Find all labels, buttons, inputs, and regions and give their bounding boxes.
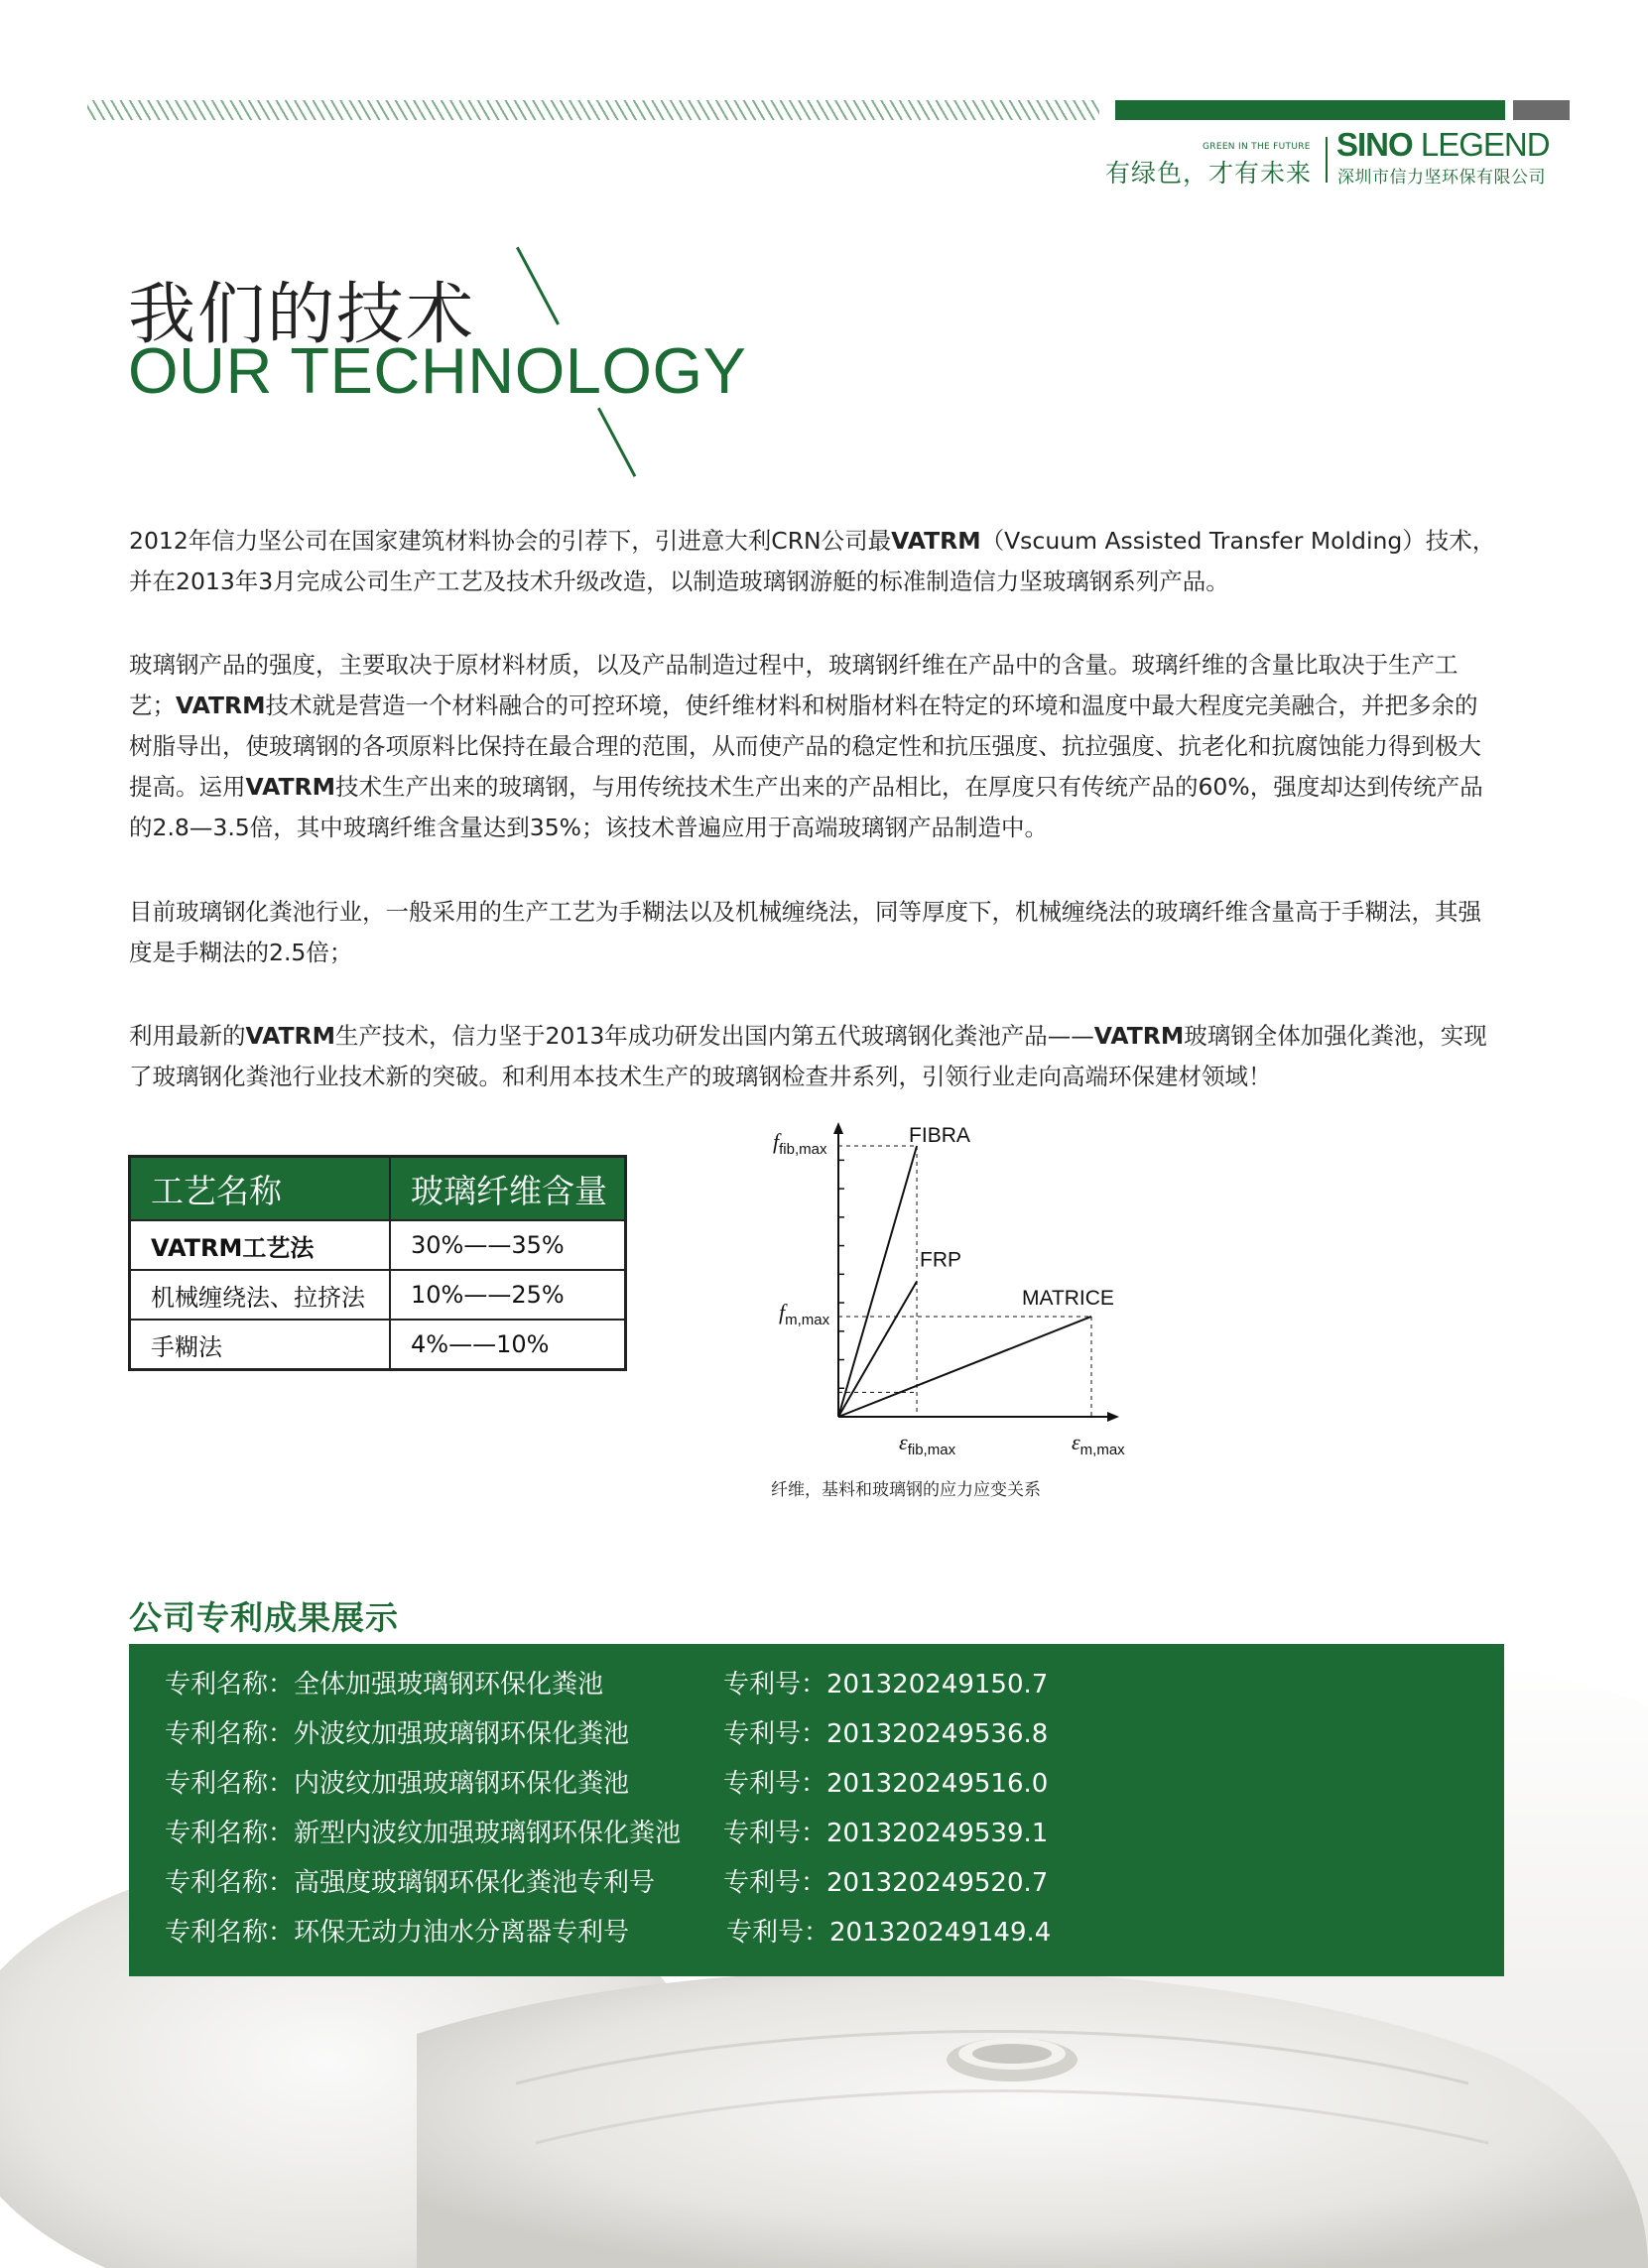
- text-run: 利用最新的: [129, 1022, 246, 1050]
- series-matrice-line: [838, 1317, 1091, 1417]
- stress-strain-chart: [764, 1116, 1161, 1468]
- bold-term: VATRM: [176, 692, 266, 719]
- text-run: 玻璃钢全体加强化粪池，实现了玻璃钢化粪池行业技术新的突破。和利用本技术生产的玻璃钢检查井系列，引领行业走向高端环保建材领域！: [129, 1022, 1487, 1090]
- tagline-small: GREEN IN THE FUTURE: [1203, 142, 1311, 152]
- patent-number: 专利号：201320249516.0: [723, 1769, 1049, 1799]
- logo-divider: [1326, 137, 1328, 183]
- text-run: 2012年信力坚公司在国家建筑材料协会的引荐下，引进意大利CRN公司最: [129, 527, 892, 555]
- patent-name: 专利名称：高强度玻璃钢环保化粪池专利号: [165, 1868, 656, 1898]
- patent-number: 专利号：201320249539.1: [723, 1819, 1049, 1848]
- text-run: 玻璃钢产品的强度，主要取决于原材料材质，以及产品制造过程中，玻璃钢纤维在产品中的含量。玻璃纤维的含量比取决于生产工艺；: [129, 651, 1458, 719]
- table-cell-process: 手糊法: [130, 1320, 391, 1370]
- y-label-fib-max: [773, 1129, 827, 1158]
- company-name-cn: 深圳市信力坚环保有限公司: [1337, 168, 1546, 188]
- x-label-fib-max-sub: fib,max: [907, 1442, 956, 1458]
- y-label-fib-max-main: f: [773, 1129, 780, 1154]
- bold-term: VATRM: [891, 527, 981, 555]
- y-label-m-max: [779, 1300, 830, 1328]
- text-run: 生产技术，信力坚于2013年成功研发出国内第五代玻璃钢化粪池产品——: [334, 1022, 1094, 1050]
- y-label-m-max-main: f: [779, 1299, 786, 1324]
- header-hatch-stripe: [87, 100, 1099, 120]
- slogan: 有绿色，才有未来: [1105, 159, 1313, 188]
- text-run: 技术就是营造一个材料融合的可控环境，使纤维材料和树脂材料在特定的环境和温度中最大程度完美融合，并把多余的树脂导出，使玻璃钢的各项原料比保持在最合理的范围，从而使产品的稳定性和抗压强度、抗拉强度、抗老化和抗腐蚀能力得到极大提高。运用: [129, 692, 1481, 801]
- chart-caption: 纤维，基料和玻璃钢的应力应变关系: [771, 1480, 1041, 1500]
- text-run: 技术生产出来的玻璃钢，与用传统技术生产出来的产品相比，在厚度只有传统产品的60%，强度却达到传统产品的2.8—3.5倍，其中玻璃纤维含量达到35%；该技术普遍应用于高端玻璃钢产品制造中。: [129, 773, 1483, 841]
- patent-number: 专利号：201320249149.4: [726, 1918, 1052, 1948]
- patent-number: 专利号：201320249520.7: [723, 1868, 1049, 1898]
- table-cell-value: 30%——35%: [390, 1220, 626, 1270]
- table-header-content: 玻璃纤维含量: [390, 1157, 626, 1221]
- x-label-m-max-sub: m,max: [1079, 1442, 1125, 1458]
- title-slash-top: [516, 247, 560, 325]
- table-cell-process: VATRM工艺法: [130, 1220, 391, 1270]
- bold-term: VATRM: [1093, 1022, 1185, 1050]
- x-label-m-max: [1072, 1430, 1125, 1458]
- bold-term: VATRM: [245, 1022, 335, 1050]
- paragraph-strength: [129, 645, 1498, 848]
- y-axis-arrow: [833, 1122, 843, 1134]
- patent-number: 专利号：201320249150.7: [723, 1670, 1049, 1700]
- fiber-content-table: [128, 1155, 627, 1371]
- logo-bold: SINO: [1336, 126, 1413, 163]
- patent-name: 专利名称：内波纹加强玻璃钢环保化粪池: [165, 1769, 630, 1799]
- table-cell-process: 机械缠绕法、拉挤法: [130, 1270, 391, 1320]
- patent-name: 专利名称：新型内波纹加强玻璃钢环保化粪池: [165, 1819, 682, 1848]
- series-label-frp: FRP: [920, 1248, 962, 1272]
- table-row: [130, 1270, 626, 1320]
- company-logo: [1336, 126, 1550, 164]
- page-title-en: OUR TECHNOLOGY: [128, 334, 747, 407]
- series-frp-line: [838, 1282, 917, 1418]
- title-slash-bottom: [597, 408, 636, 477]
- paragraph-innovation: [129, 1016, 1498, 1097]
- table-row: [130, 1220, 626, 1270]
- paragraph-industry: [129, 892, 1498, 973]
- patent-number: 专利号：201320249536.8: [723, 1719, 1049, 1749]
- table-header-row: [130, 1157, 626, 1221]
- bold-term: VATRM: [245, 773, 335, 801]
- header-green-bar: [1115, 100, 1505, 120]
- patent-name: 专利名称：全体加强玻璃钢环保化粪池: [165, 1670, 604, 1700]
- patent-list: [129, 1644, 1504, 1976]
- text-run: （Vscuum Assisted Transfer Molding）技术，并在2013年3月完成公司生产工艺及技术升级改造，以制造玻璃钢游艇的标准制造信力坚玻璃钢系列产品。: [129, 527, 1496, 595]
- header-gray-bar: [1513, 100, 1570, 120]
- logo-light: LEGEND: [1420, 126, 1550, 163]
- x-label-fib-max: [899, 1430, 956, 1458]
- x-label-m-max-main: ε: [1072, 1430, 1080, 1454]
- table-cell-value: 4%——10%: [390, 1320, 626, 1370]
- patent-section-title: 公司专利成果展示: [129, 1598, 399, 1637]
- table-cell-value: 10%——25%: [390, 1270, 626, 1320]
- series-label-fibra: FIBRA: [909, 1124, 970, 1147]
- patent-name: 专利名称：环保无动力油水分离器专利号: [165, 1918, 630, 1948]
- table-header-process: 工艺名称: [130, 1157, 391, 1221]
- table-row: [130, 1320, 626, 1370]
- y-label-fib-max-sub: fib,max: [779, 1141, 827, 1158]
- paragraph-intro: [129, 521, 1498, 602]
- page-title-cn: 我们的技术: [128, 276, 476, 354]
- series-fibra-line: [838, 1146, 917, 1417]
- patent-name: 专利名称：外波纹加强玻璃钢环保化粪池: [165, 1719, 630, 1749]
- x-axis-arrow: [1107, 1412, 1119, 1422]
- y-label-m-max-sub: m,max: [785, 1311, 830, 1328]
- text-run: 目前玻璃钢化粪池行业，一般采用的生产工艺为手糊法以及机械缠绕法，同等厚度下，机械缠绕法的玻璃纤维含量高于手糊法，其强度是手糊法的2.5倍；: [129, 898, 1481, 966]
- x-label-fib-max-main: ε: [899, 1430, 908, 1454]
- series-label-matrice: MATRICE: [1022, 1286, 1114, 1310]
